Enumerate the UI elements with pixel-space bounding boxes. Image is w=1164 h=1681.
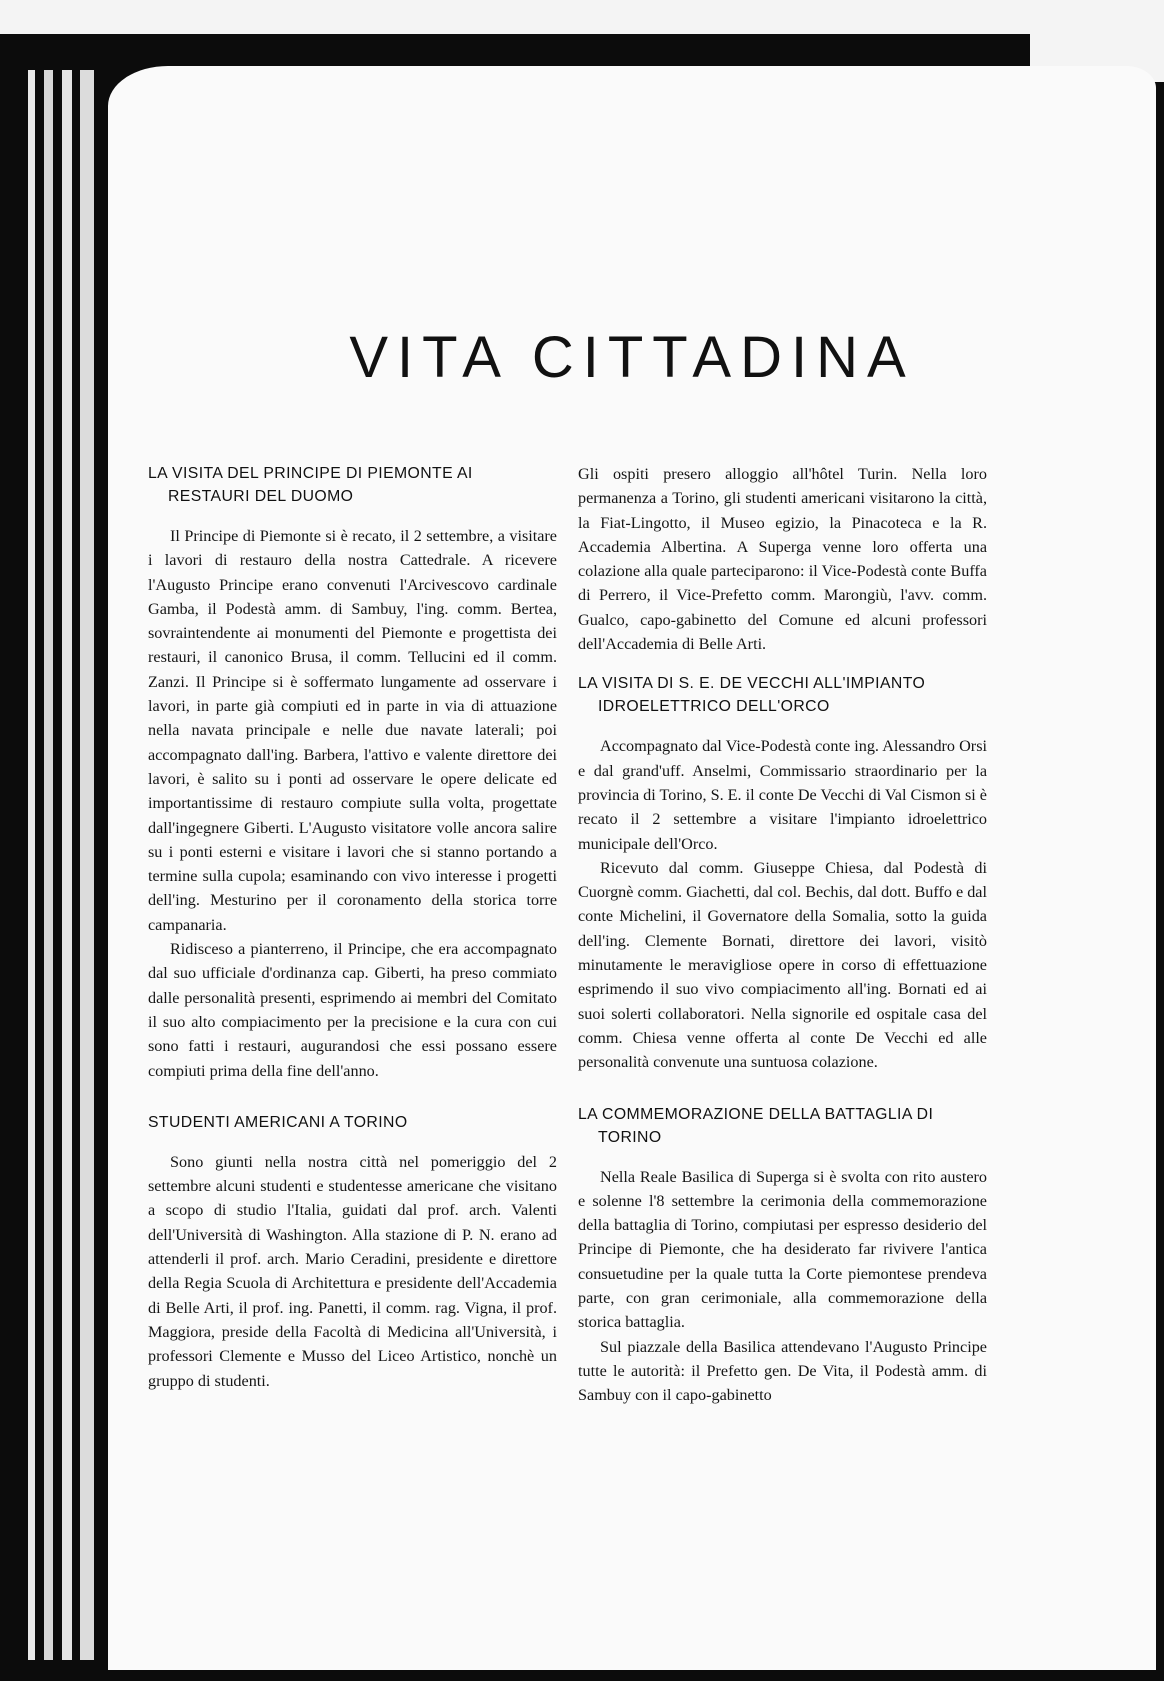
section-heading: LA VISITA DI S. E. DE VECCHI ALL'IMPIANTO IDROELETTRICO DELL'ORCO xyxy=(578,675,926,716)
binding-edge xyxy=(44,70,53,1660)
article-paragraph: Gli ospiti presero alloggio all'hôtel Turin. Nella loro permanenza a Torino, gli studenti americani visitarono la città, la Fiat-Lingotto, il Museo egizio, la Pinacoteca e la R. Accademia Albertina. A Superga venne loro offerta una colazione alla quale parteciparono: il Vice-Podestà conte Buffa di Perrero, il Vice-Prefetto comm. Marongiù, l'avv. comm. Gualco, capo-gabinetto del Comune ed alcuni professori dell'Accademia di Belle Arti. xyxy=(578,465,987,654)
left-column xyxy=(148,462,557,1393)
section-heading: STUDENTI AMERICANI A TORINO xyxy=(148,1113,408,1131)
article-paragraph: Accompagnato dal Vice-Podestà conte ing. Alessandro Orsi e dal grand'uff. Anselmi, Commissario straordinario per la provincia di Torino, S. E. il conte De Vecchi di Val Cismon si è recato il 2 settembre a visitare l'impianto idroelettrico municipale dell'Orco. xyxy=(578,737,987,853)
right-column xyxy=(578,462,987,1408)
scan-margin-top xyxy=(0,0,1164,34)
article-paragraph: Nella Reale Basilica di Superga si è svolta con rito austero e solenne l'8 settembre la cerimonia della commemorazione della battaglia di Torino, compiutasi per espresso desiderio del Principe di Piemonte, che ha desiderato far rivivere l'antica consuetudine per la quale tutta la Corte piemontese prendeva parte, con gran cerimoniale, alla commemorazione della storica battaglia. xyxy=(578,1167,987,1332)
article-paragraph: Ricevuto dal comm. Giuseppe Chiesa, dal Podestà di Cuorgnè comm. Giachetti, dal col. Bechis, dal dott. Buffo e dal conte Michelini, il Governatore della Somalia, sotto la guida dell'ing. Clemente Bornati, direttore dei lavori, visitò minutamente le meravigliose opere in corso di effettuazione esprimendo il suo vivo compiacimento all'ing. Bornati ed ai suoi solerti collaboratori. Nella signorile ed ospitale casa del comm. Chiesa venne offerta al conte De Vecchi ed alle personalità convenute una suntuosa colazione. xyxy=(578,858,987,1072)
binding-edge xyxy=(80,70,94,1660)
page-title: VITA CITTADINA xyxy=(349,325,915,390)
article-paragraph: Ridisceso a pianterreno, il Principe, che era accompagnato dal suo ufficiale d'ordinanza cap. Giberti, ha preso commiato dalle personalità presenti, esprimendo ai membri del Comitato il suo alto compiacimento per la precisione e la cura con cui sono fatti i restauri, augurandosi che essi possano essere compiuti prima della fine dell'anno. xyxy=(148,940,557,1080)
article-paragraph: Il Principe di Piemonte si è recato, il 2 settembre, a visitare i lavori di restauro della nostra Cattedrale. A ricevere l'Augusto Principe erano convenuti l'Arcivescovo cardinale Gamba, il Podestà amm. di Sambuy, l'ing. comm. Bertea, sovraintendente ai monumenti del Piemonte e progettista dei restauri, il canonico Brusa, il comm. Tellucini ed il comm. Zanzi. Il Principe si è soffermato lungamente ad osservare i lavori, in parte già compiuti ed in parte in via di attuazione nella navata principale e nelle due navate laterali; poi accompagnato dall'ing. Barbera, l'attivo e valente direttore dei lavori, è salito su i ponti ad osservare le opere delicate ed importantissime di restauro compiute sulla volta, progettate dall'ingegnere Giberti. L'Augusto visitatore volle ancora salire su i ponti esterni e visitare i lavori che si stanno portando a termine sulla cupola; esaminando con vivo interesse i progetti dell'ing. Mesturino per il coronamento della storica torre campanaria. xyxy=(148,527,557,934)
article-paragraph: Sono giunti nella nostra città nel pomeriggio del 2 settembre alcuni studenti e studentesse americane che visitano a scopo di studio l'Italia, guidati dal prof. arch. Valenti dell'Università di Washington. Alla stazione di P. N. erano ad attenderli il prof. arch. Mario Ceradini, presidente e direttore della Regia Scuola di Architettura e presidente dell'Accademia di Belle Arti, il prof. ing. Panetti, il comm. rag. Vigna, il prof. Maggiora, preside della Facoltà di Medicina all'Università, i professori Clemente e Musso del Liceo Artistico, nonchè un gruppo di studenti. xyxy=(148,1152,557,1390)
binding-edge xyxy=(28,70,35,1660)
binding-edge xyxy=(62,70,72,1660)
section-heading: LA VISITA DEL PRINCIPE DI PIEMONTE AI RESTAURI DEL DUOMO xyxy=(148,465,473,505)
article-paragraph: Sul piazzale della Basilica attendevano l'Augusto Principe tutte le autorità: il Prefetto gen. De Vita, il Podestà amm. di Sambuy con il capo-gabinetto xyxy=(578,1337,987,1405)
section-heading: LA COMMEMORAZIONE DELLA BATTAGLIA DI TORINO xyxy=(578,1105,934,1146)
